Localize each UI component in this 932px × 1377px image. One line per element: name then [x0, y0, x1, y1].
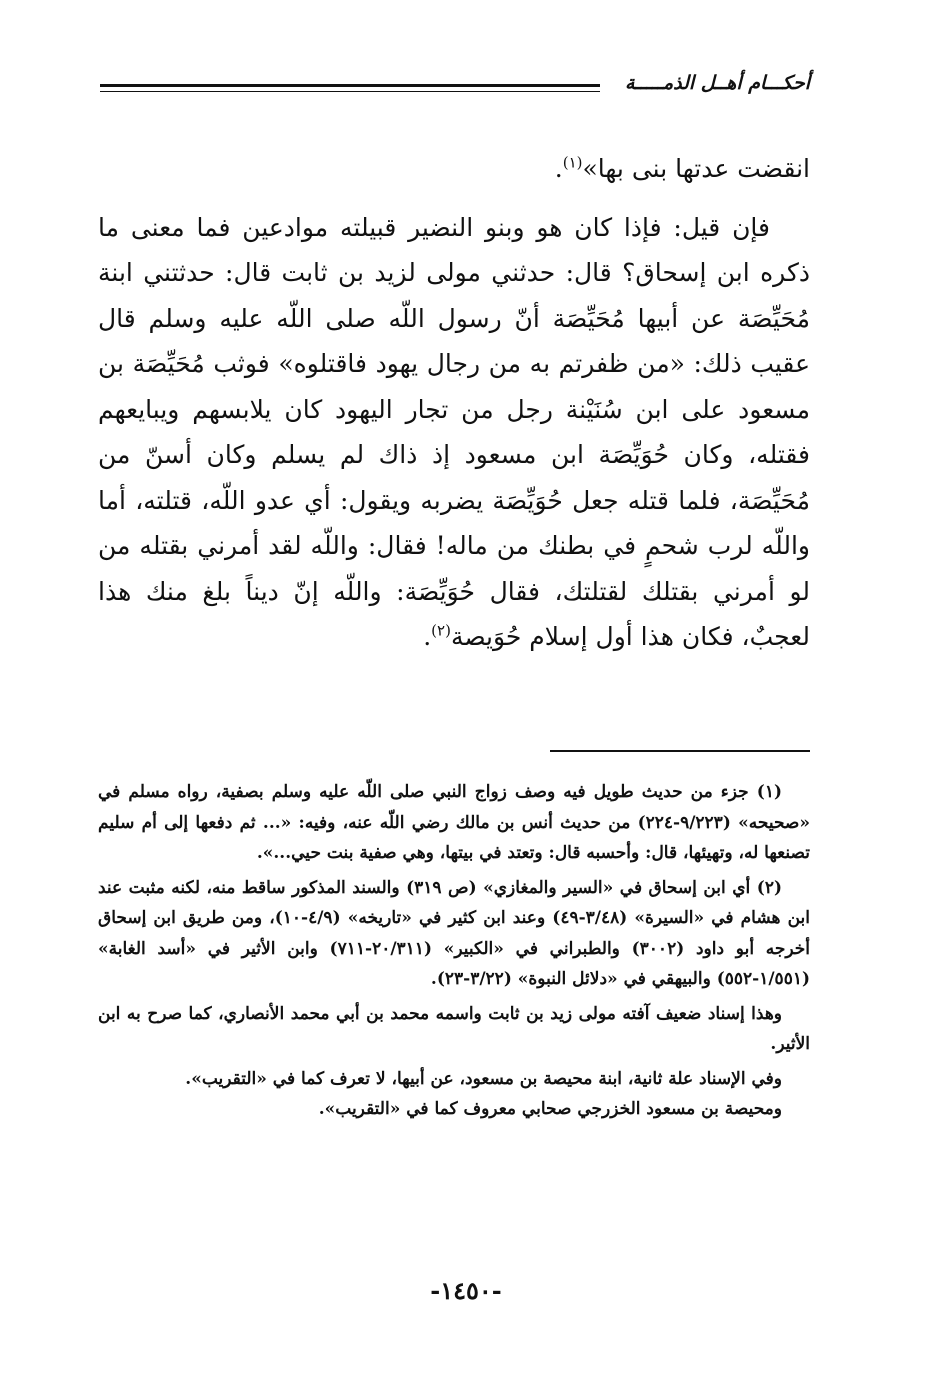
page-number: -١٤٥٠-: [430, 1276, 502, 1305]
footnote-separator: [550, 750, 810, 752]
footnotes: [98, 777, 810, 1125]
paragraph-1: [98, 146, 810, 192]
header-rule-thick: [100, 84, 600, 87]
header-title: أحكـــام أهــل الذمـــــة: [615, 72, 810, 94]
footnote-2: (٢) أي ابن إسحاق في «السير والمغازي» (ص ٣١٩) والسند المذكور ساقط منه، لكنه مثبت عند ابن هشام في «السيرة» (٣/٤٨-٤٩) وعند ابن كثير في «تاريخه» (٤/٩-١٠)، ومن طريق ابن إسحاق أخرجه أبو داود (٣٠٠٢) والطبراني في «الكبير» (٢٠/٣١١-٧١١) وابن الأثير في «أسد الغابة» (١/٥٥١-٥٥٢) والبيهقي في «دلائل النبوة» (٣/٢٢-٢٣).: [98, 877, 811, 989]
footnote-2-note-1: وهذا إسناد ضعيف آفته مولى زيد بن ثابت واسمه محمد بن أبي محمد الأنصاري، كما صرح به ابن الأثير.: [98, 1003, 810, 1054]
footnote-1: (١) جزء من حديث طويل فيه وصف زواج النبي صلى اللّه عليه وسلم بصفية، رواه مسلم في «صحيحه» (٩/٢٢٣-٢٢٤) من حديث أنس بن مالك رضي اللّه عنه، وفيه: «... ثم دفعها إلى أم سليم تصنعها له، وتهيئها، قال: وأحسبه قال: وتعتد في بيتها، وهي صفية بنت حيي...».: [98, 782, 810, 863]
paragraph-2-end: .: [423, 622, 432, 651]
paragraph-2-text: فإن قيل: فإذا كان هو وبنو النضير قبيلته موادعين فما معنى ما ذكره ابن إسحاق؟ قال: حدثني مولى لزيد بن ثابت قال: حدثتني ابنة مُحَيِّصَة عن أبيها مُحَيِّصَة أنّ رسول اللّه صلى اللّه عليه وسلم قال عقيب ذلك: «من ظفرتم به من رجال يهود فاقتلوه» فوثب مُحَيِّصَة بن مسعود على ابن سُنَيْنة رجل من تجار اليهود كان يلابسهم ويبايعهم فقتله، وكان حُوَيِّصَة ابن مسعود إذ ذاك لم يسلم وكان أسنّ من مُحَيِّصَة، فلما قتله جعل حُوَيِّصَة يضربه ويقول: أي عدو اللّه، قتلته، أما واللّه لرب شحمٍ في بطنك من ماله! فقال: واللّه لقد أمرني بقتله من لو أمرني بقتلك لقتلتك، فقال حُوَيِّصَة: واللّه إنّ ديناً بلغ منك هذا لعجبٌ، فكان هذا أول إسلام حُوَيصة: [98, 212, 810, 651]
paragraph-1-text: انقضت عدتها بنى بها»: [582, 154, 810, 183]
paragraph-1-end: .: [554, 154, 563, 183]
footnote-ref-2[interactable]: (٢): [431, 621, 451, 640]
header-rule-thin: [100, 91, 600, 92]
footnote-ref-1[interactable]: (١): [562, 153, 583, 172]
footnote-2-note-3: ومحيصة بن مسعود الخزرجي صحابي معروف كما في «التقريب».: [318, 1099, 782, 1119]
footnote-2-note-2: وفي الإسناد علة ثانية، ابنة محيصة بن مسعود، عن أبيها، لا تعرف كما في «التقريب».: [185, 1068, 782, 1089]
paragraph-2: [98, 205, 810, 660]
main-text: [98, 146, 810, 660]
running-header: [100, 72, 810, 106]
